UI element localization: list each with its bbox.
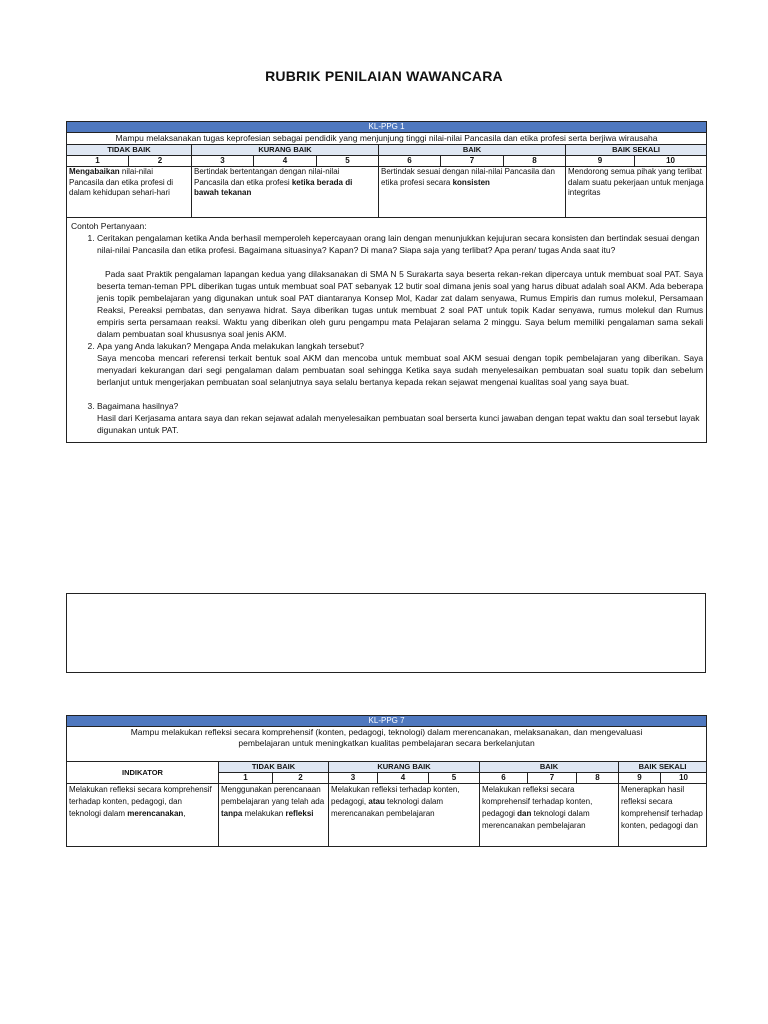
- level-description-tidak-baik: Menggunakan perencanaan pembelajaran yang telah ada tanpa melakukan refleksi: [219, 784, 329, 847]
- score-cell: 7: [441, 156, 504, 167]
- list-item: [97, 232, 703, 340]
- level-description-kurang-baik: Bertindak bertentangan dengan nilai-nilai Pancasila dan etika profesi ketika berada di bawah tekanan: [192, 167, 379, 218]
- score-cell: 3: [192, 156, 254, 167]
- rubric-code: KL-PPG 7: [67, 716, 707, 727]
- category-kurang-baik: KURANG BAIK: [329, 762, 480, 773]
- question-text: 3. Bagaimana hasilnya?: [97, 401, 179, 411]
- answer-text: Pada saat Praktik pengalaman lapangan kedua yang dilaksanakan di SMA N 5 Surakarta saya beserta rekan-rekan dipercaya untuk membuat soal PAT. Saya beserta teman-teman PPL diberikan tugas untuk membuat soal PAT sebanyak 12 butir soal dimana jenis soal yang harus dibuat adalah soal AKM. Ada beberapa jenis topik pembelajaran yang digunakan untuk soal PAT diantaranya Konsep Mol, Kadar zat dalam senyawa, Rumus Empiris dan rumus molekul, Persamaan Reaksi, Pereaksi pembatas, dan senyawa hidrat. Saya diberikan tugas untuk membuat 2 soal PAT untuk topik Kadar senyawa, rumus molekul dan Rumus empiris serta persamaan reaksi. Waktu yang diberikan oleh guru pengampu mata Pelajaran selama 2 minggu. Saya belum memiliki pengalaman sama sekali dalam pembuatan soal khususnya soal jenis AKM.: [97, 269, 704, 339]
- indicator-description: Melakukan refleksi secara komprehensif terhadap konten, pedagogi, dan teknologi dalam merencanakan,: [67, 784, 219, 847]
- score-cell: 10: [635, 156, 707, 167]
- score-cell: 2: [129, 156, 192, 167]
- score-cell: 8: [577, 773, 619, 784]
- score-cell: 9: [619, 773, 661, 784]
- level-description-kurang-baik: Melakukan refleksi terhadap konten, pedagogi, atau teknologi dalam merencanakan pembelajaran: [329, 784, 480, 847]
- question-list: [71, 232, 703, 436]
- rubric-table-kl-ppg-7: [66, 715, 707, 847]
- indicator-header: INDIKATOR: [67, 762, 219, 784]
- level-description-baik: Bertindak sesuai dengan nilai-nilai Pancasila dan etika profesi secara konsisten: [379, 167, 566, 218]
- category-baik-sekali: BAIK SEKALI: [619, 762, 707, 773]
- category-baik: BAIK: [480, 762, 619, 773]
- competency-description: Mampu melakukan refleksi secara komprehensif (konten, pedagogi, teknologi) dalam merencanakan, melaksanakan, dan mengevaluasi pembelajaran untuk meningkatkan kualitas pembelajaran secara berkelanjutan: [67, 727, 707, 762]
- score-cell: 3: [329, 773, 378, 784]
- level-description-baik-sekali: Mendorong semua pihak yang terlibat dalam suatu pekerjaan untuk menjaga integritas: [566, 167, 707, 218]
- level-description-baik-sekali: Menerapkan hasil refleksi secara komprehensif terhadap konten, pedagogi dan: [619, 784, 707, 847]
- competency-description: Mampu melaksanakan tugas keprofesian sebagai pendidik yang menjunjung tinggi nilai-nilai Pancasila dan etika profesi serta berjiwa wirausaha: [67, 133, 707, 145]
- score-cell: 8: [504, 156, 566, 167]
- answer-text: Saya mencoba mencari referensi terkait bentuk soal AKM dan mencoba untuk membuat soal AKM sesuai dengan topik pembelajaran yang diberikan. Saya menyadari kekurangan dari segi pengalaman dalam pembuatan soal sehingga Ketika saya sudah menyelesaikan pembuatan soal suatu topik dan sebelum berlanjut untuk mengerjakan pembuatan soal selanjutnya saya selalu bertanya kepada rekan sejawat mengenai kualitas soal yang saya buat.: [97, 353, 704, 387]
- score-cell: 9: [566, 156, 635, 167]
- rubric-code: KL-PPG 1: [67, 122, 707, 133]
- score-cell: 5: [317, 156, 379, 167]
- question-text: 1. Ceritakan pengalaman ketika Anda berhasil memperoleh kepercayaan orang lain dengan menunjukkan kejujuran secara konsisten dan bertindak sesuai dengan nilai-nilai Pancasila dan etika profesi. Bagaimana situasinya? Kapan? Di mana? Siapa saja yang terlibat? Apa peran/ tugas Anda saat itu?: [97, 233, 700, 255]
- questions-heading: Contoh Pertanyaan:: [71, 221, 147, 231]
- questions-section: [67, 218, 707, 443]
- category-baik-sekali: BAIK SEKALI: [566, 145, 707, 156]
- document-title: RUBRIK PENILAIAN WAWANCARA: [265, 68, 503, 84]
- score-cell: 7: [528, 773, 577, 784]
- category-tidak-baik: TIDAK BAIK: [67, 145, 192, 156]
- list-item: [97, 340, 703, 400]
- empty-box: [66, 593, 706, 673]
- answer-text: Hasil dari Kerjasama antara saya dan rekan sejawat adalah menyelesaikan pembuatan soal berserta kunci jawaban dengan tepat waktu dan soal tersebut layak digunakan untuk PAT.: [97, 413, 700, 435]
- score-cell: 6: [480, 773, 528, 784]
- score-cell: 4: [254, 156, 317, 167]
- score-cell: 2: [273, 773, 329, 784]
- score-cell: 6: [379, 156, 441, 167]
- score-cell: 5: [429, 773, 480, 784]
- score-cell: 10: [661, 773, 707, 784]
- level-description-tidak-baik: Mengabaikan nilai-nilai Pancasila dan etika profesi di dalam kehidupan sehari-hari: [67, 167, 192, 218]
- question-text: 2. Apa yang Anda lakukan? Mengapa Anda melakukan langkah tersebut?: [97, 341, 365, 351]
- score-cell: 1: [219, 773, 273, 784]
- category-kurang-baik: KURANG BAIK: [192, 145, 379, 156]
- score-cell: 1: [67, 156, 129, 167]
- category-baik: BAIK: [379, 145, 566, 156]
- category-tidak-baik: TIDAK BAIK: [219, 762, 329, 773]
- rubric-table-kl-ppg-1: [66, 121, 707, 443]
- score-cell: 4: [378, 773, 429, 784]
- list-item: [97, 400, 703, 436]
- level-description-baik: Melakukan refleksi secara komprehensif terhadap konten, pedagogi dan teknologi dalam merencanakan pembelajaran: [480, 784, 619, 847]
